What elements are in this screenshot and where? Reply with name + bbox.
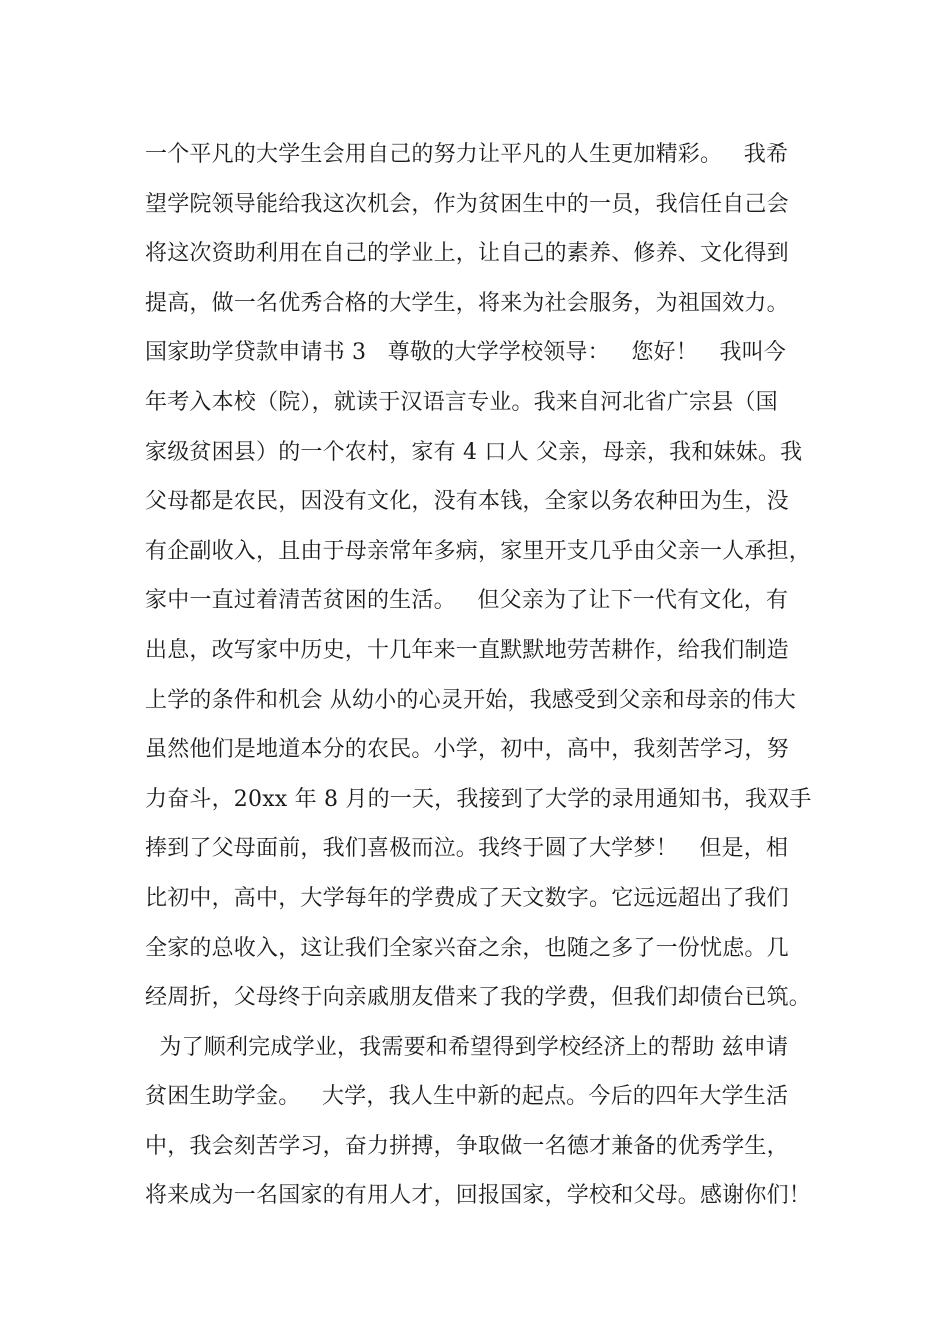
text-line: 比初中，高中，大学每年的学费成了天文数字。它远远超出了我们 [145, 885, 789, 911]
text-line: 一个平凡的大学生会用自己的努力让平凡的人生更加精彩。 我希 [145, 142, 789, 167]
text-line: 家级贫困县）的一个农村，家有 4 口人 父亲，母亲，我和妹妹。我 [145, 439, 803, 465]
text-line: 有企副收入，且由于母亲常年多病，家里开支几乎由父亲一人承担， [145, 538, 812, 564]
text-line: 中，我会刻苦学习，奋力拼搏，争取做一名德才兼备的优秀学生， [145, 1133, 789, 1159]
text-line: 提高，做一名优秀合格的大学生，将来为社会服务，为祖国效力。 [145, 290, 789, 316]
text-line: 将来成为一名国家的有用人才，回报国家，学校和父母。感谢你们！ [145, 1183, 812, 1209]
text-line: 家中一直过着清苦贫困的生活。 但父亲为了让下一代有文化，有 [145, 588, 789, 614]
text-line: 年考入本校（院），就读于汉语言专业。我来自河北省广宗县（国 [145, 389, 778, 415]
text-line: 国家助学贷款申请书 3 尊敬的大学学校领导： 您好！ 我叫今 [145, 340, 787, 366]
text-line: 望学院领导能给我这次机会，作为贫困生中的一员，我信任自己会 [145, 191, 789, 217]
text-line: 虽然他们是地道本分的农民。小学，初中，高中，我刻苦学习，努 [145, 737, 789, 763]
document-body [145, 130, 835, 1221]
text-line: 上学的条件和机会 从幼小的心灵开始，我感受到父亲和母亲的伟大 [145, 687, 796, 713]
text-line: 为了顺利完成学业，我需要和希望得到学校经济上的帮助 兹申请 [145, 1034, 789, 1060]
text-line: 经周折，父母终于向亲戚朋友借来了我的学费，但我们却债台已筑。 [145, 985, 812, 1011]
text-line: 全家的总收入，这让我们全家兴奋之余，也随之多了一份忧虑。几 [145, 935, 789, 961]
text-line: 出息，改写家中历史，十几年来一直默默地劳苦耕作，给我们制造 [145, 637, 789, 663]
text-line: 父母都是农民，因没有文化，没有本钱，全家以务农种田为生，没 [145, 489, 789, 515]
text-line: 力奋斗，20xx 年 8 月的一天，我接到了大学的录用通知书，我双手 [145, 786, 812, 812]
text-line: 捧到了父母面前，我们喜极而泣。我终于圆了大学梦！ 但是，相 [145, 836, 789, 862]
text-line: 将这次资助利用在自己的学业上，让自己的素养、修养、文化得到 [145, 241, 789, 267]
text-line: 贫困生助学金。 大学，我人生中新的起点。今后的四年大学生活 [145, 1084, 789, 1110]
